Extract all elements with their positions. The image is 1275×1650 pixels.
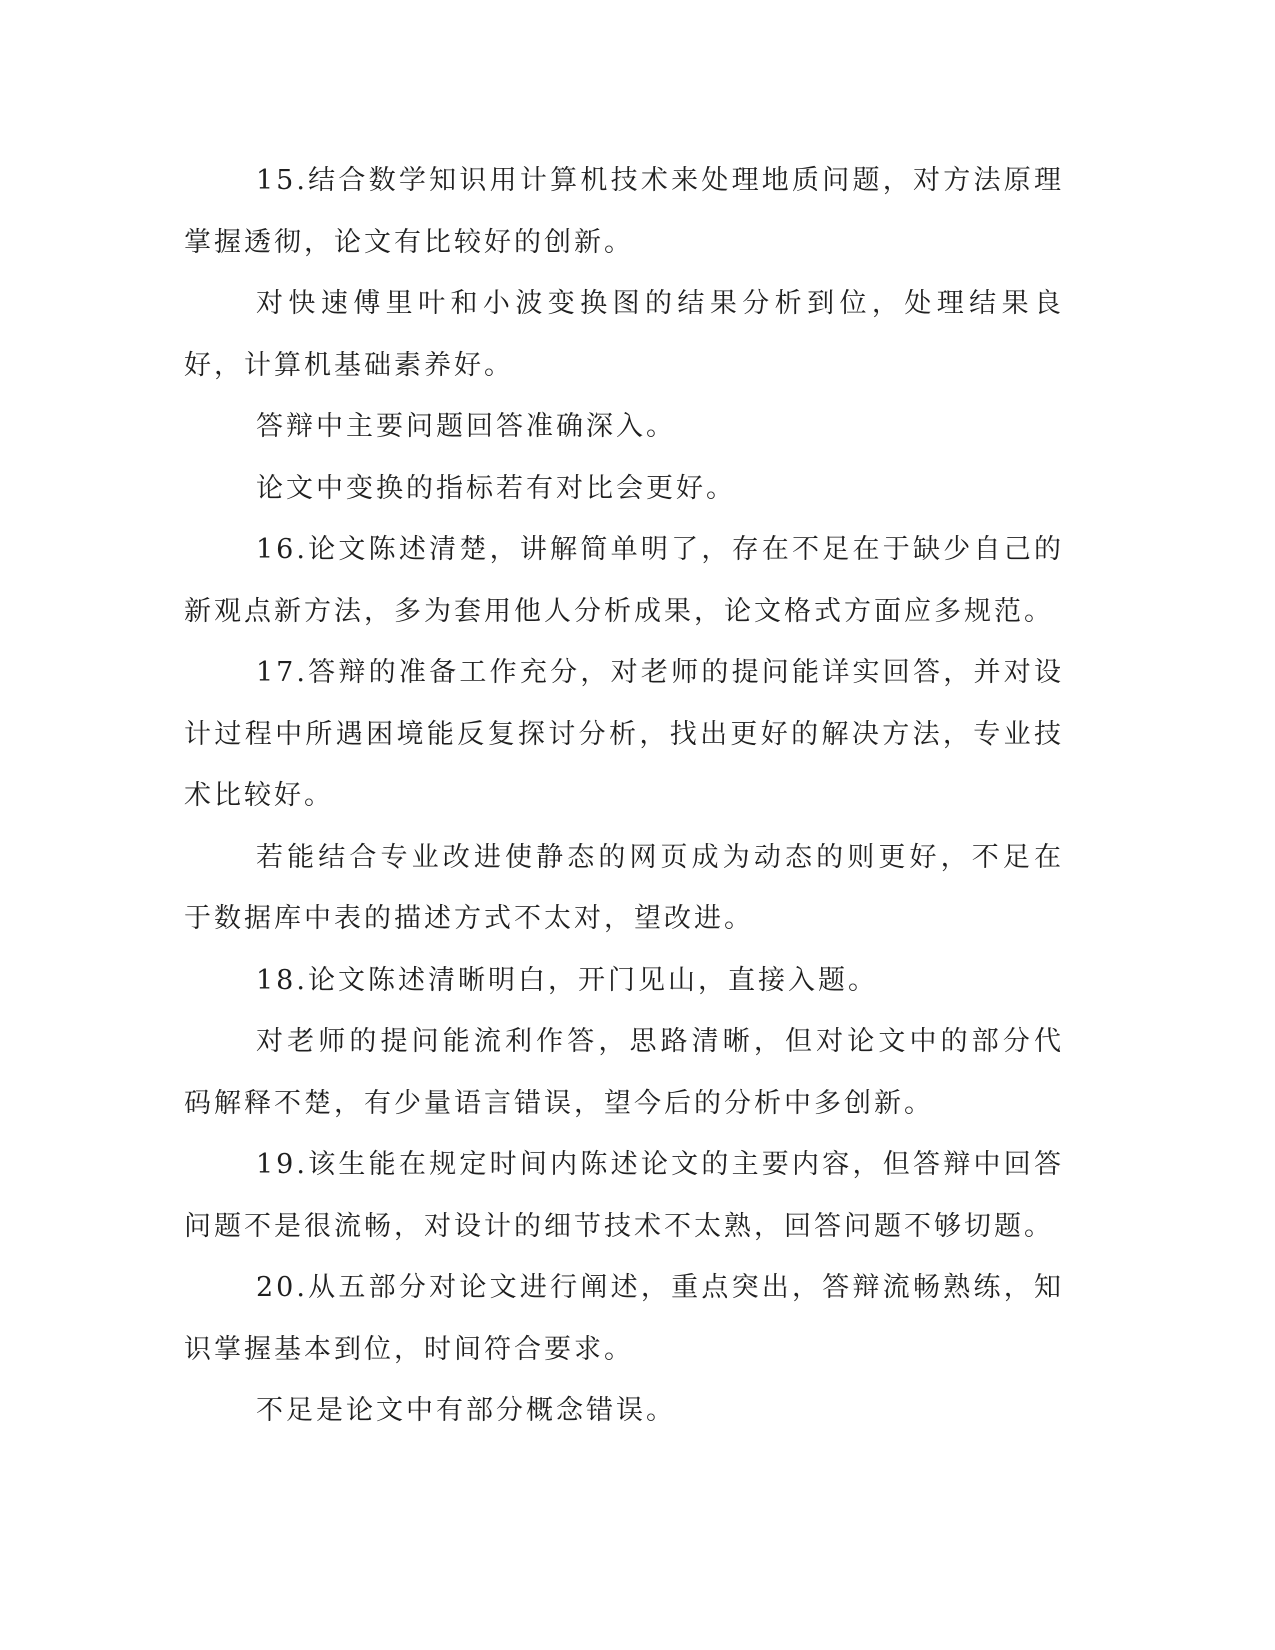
paragraph-19-comment: 19.该生能在规定时间内陈述论文的主要内容，但答辩中回答问题不是很流畅，对设计的细节技术不太熟，回答问题不够切题。 <box>184 1149 1064 1242</box>
paragraph-17-suggestion: 若能结合专业改进使静态的网页成为动态的则更好，不足在于数据库中表的描述方式不太对，望改进。 <box>184 841 1064 934</box>
paragraph-15-comment: 15.结合数学知识用计算机技术来处理地质问题，对方法原理掌握透彻，论文有比较好的创新。 <box>184 165 1064 258</box>
paragraph-15-defense: 答辩中主要问题回答准确深入。 <box>256 411 676 442</box>
paragraph-15-suggestion: 论文中变换的指标若有对比会更好。 <box>256 472 736 504</box>
paragraph-18-defense: 对老师的提问能流利作答，思路清晰，但对论文中的部分代码解释不楚，有少量语言错误，望今后的分析中多创新。 <box>184 1026 1064 1119</box>
paragraph-18-comment: 18.论文陈述清晰明白，开门见山，直接入题。 <box>256 964 878 996</box>
paragraph-20-shortcoming: 不足是论文中有部分概念错误。 <box>256 1395 676 1426</box>
paragraph-15-analysis: 对快速傅里叶和小波变换图的结果分析到位，处理结果良好，计算机基础素养好。 <box>184 288 1064 381</box>
paragraph-17-comment: 17.答辩的准备工作充分，对老师的提问能详实回答，并对设计过程中所遇困境能反复探讨分析，找出更好的解决方法，专业技术比较好。 <box>184 657 1064 811</box>
paragraph-20-comment: 20.从五部分对论文进行阐述，重点突出，答辩流畅熟练，知识掌握基本到位，时间符合要求。 <box>184 1272 1064 1365</box>
paragraph-16-comment: 16.论文陈述清楚，讲解简单明了，存在不足在于缺少自己的新观点新方法，多为套用他人分析成果，论文格式方面应多规范。 <box>184 534 1064 627</box>
document-page <box>184 150 1064 1442</box>
